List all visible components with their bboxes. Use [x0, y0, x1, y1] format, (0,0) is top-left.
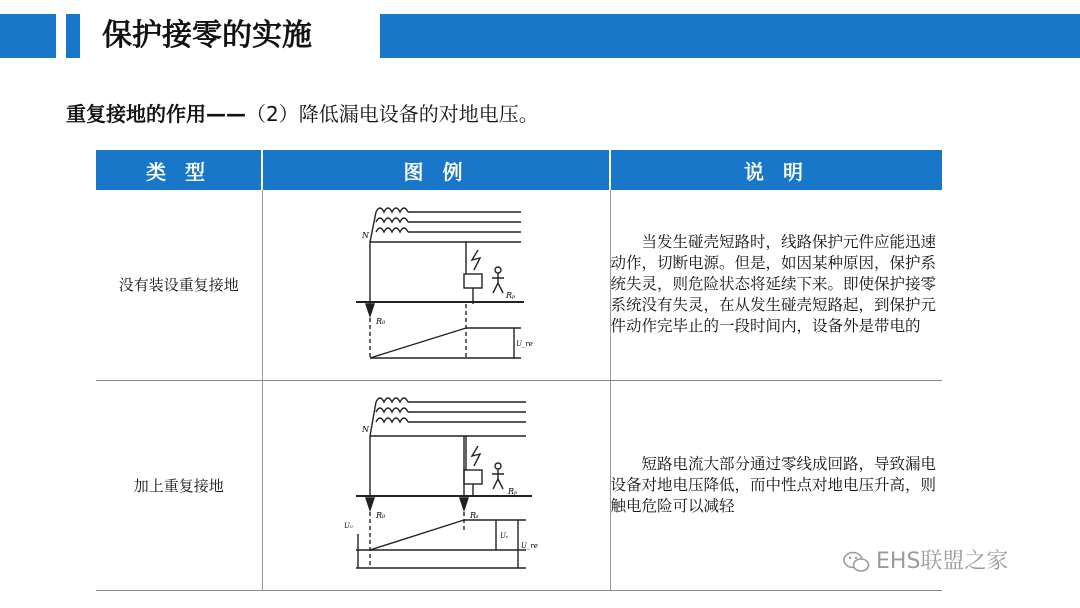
subtitle-bold: 重复接地的作用—— — [66, 102, 246, 126]
label-rs: Rₛ — [470, 511, 479, 520]
row1-type: 没有装设重复接地 — [96, 190, 262, 380]
label-u: U_re — [516, 339, 533, 348]
header-figure: 图 例 — [262, 150, 610, 190]
label-rp: Rₚ — [508, 487, 518, 496]
label-u0: U₀ — [344, 522, 353, 530]
wechat-icon — [842, 550, 870, 574]
section-subtitle — [66, 98, 539, 127]
comparison-table — [96, 150, 942, 591]
table-row — [96, 190, 942, 380]
watermark-text: EHS联盟之家 — [876, 549, 1009, 574]
label-um: U_re — [521, 542, 538, 550]
title-bar-right-block — [380, 14, 1080, 58]
label-us: Uₛ — [500, 532, 509, 540]
table-row — [96, 380, 942, 590]
table-header-row — [96, 150, 942, 190]
row1-description — [610, 190, 942, 380]
page-title: 保护接零的实施 — [102, 18, 312, 53]
row1-description-text: 当发生碰壳短路时，线路保护元件应能迅速动作，切断电源。但是，如因某种原因，保护系统失灵，则危险状态将延续下来。即使保护接零系统没有失灵，在从发生碰壳短路起，到保护元件动作完毕止的一段时间内，设备外是带电的 — [610, 233, 937, 336]
subtitle-rest: （2）降低漏电设备的对地电压。 — [246, 102, 539, 126]
label-r0: R₀ — [376, 511, 386, 520]
circuit-diagram-with-repeat-ground — [336, 388, 536, 578]
row1-figure — [262, 190, 610, 380]
label-r0: R₀ — [376, 316, 386, 326]
row2-type: 加上重复接地 — [96, 380, 262, 590]
title-bar-accent — [66, 14, 80, 58]
label-n: N — [362, 425, 369, 434]
label-n: N — [362, 230, 369, 240]
row2-figure — [262, 380, 610, 590]
watermark — [842, 544, 1008, 575]
row2-description-text: 短路电流大部分通过零线成回路，导致漏电设备对地电压降低，而中性点对地电压升高，则触电危险可以减轻 — [610, 454, 937, 515]
circuit-diagram-no-repeat-ground — [346, 198, 533, 368]
header-description: 说 明 — [610, 150, 942, 190]
label-rp: Rₚ — [506, 290, 516, 300]
title-bar-left-block — [0, 14, 56, 58]
header-type: 类 型 — [96, 150, 262, 190]
